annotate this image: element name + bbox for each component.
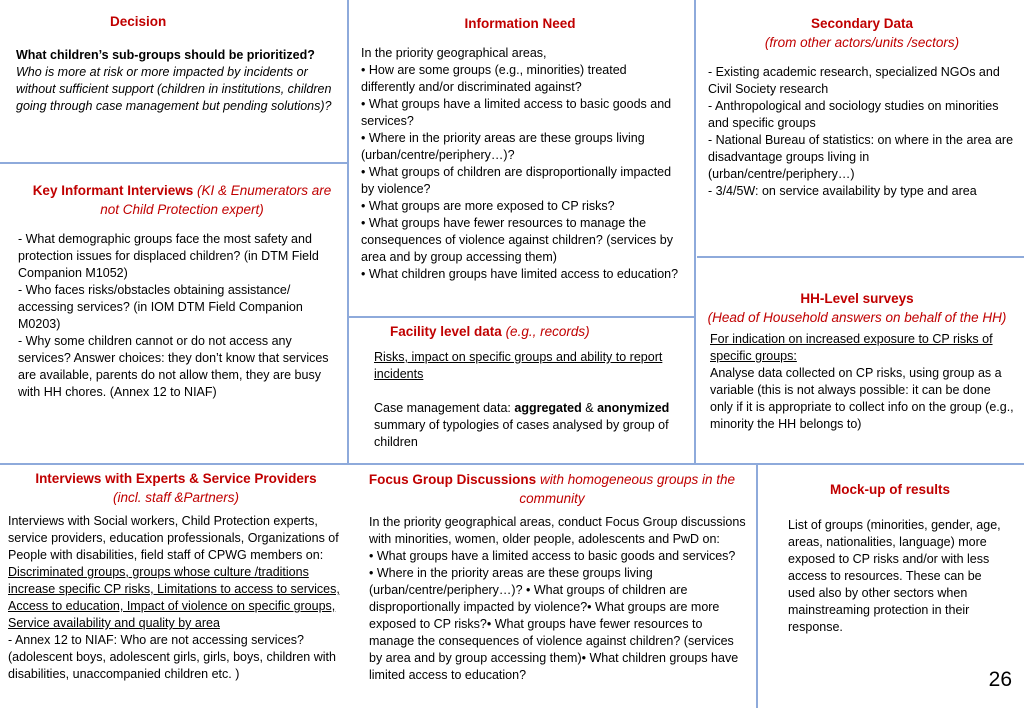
secondary-data-item: - National Bureau of statistics: on where in the area are disadvantage groups living in (urban/centre/periphery…)	[708, 133, 1014, 181]
info-need-item: • What groups have fewer resources to manage the consequences of violence against children? (services by area and by group accessing them)	[361, 216, 673, 264]
fgd-section	[354, 470, 750, 684]
decision-subtext: Who is more at risk or more impacted by incidents or without sufficient support (children in institutions, children going through case management but pending solutions)?	[16, 65, 332, 113]
secondary-data-item: - Existing academic research, specialized NGOs and Civil Society research	[708, 65, 1000, 96]
divider-h-left	[0, 162, 347, 164]
hh-survey-body: Analyse data collected on CP risks, using group as a variable (this is not always possible: it can be done only if it is appropriate to collect info on the group (e.g., minority the HH belongs to)	[710, 366, 1014, 431]
divider-v-bottom	[756, 463, 758, 708]
info-need-item: • What groups have a limited access to basic goods and services?	[361, 97, 672, 128]
info-need-heading: Information Need	[464, 16, 576, 31]
secondary-data-item: - 3/4/5W: on service availability by type and area	[708, 184, 977, 198]
experts-heading-note: (incl. staff &Partners)	[112, 490, 240, 505]
facility-case-management	[374, 400, 674, 451]
facility-heading-main: Facility level data	[390, 324, 502, 339]
kii-heading	[18, 181, 346, 219]
divider-v-mid	[694, 0, 696, 463]
divider-h-right	[697, 256, 1024, 258]
fgd-heading-note: with homogeneous groups in the community	[519, 472, 736, 506]
divider-h-main	[0, 463, 1024, 465]
experts-topics: Discriminated groups, groups whose culture /traditions increase specific CP risks, Limitations to access to services, Access to education, Impact of violence on specific groups, Service availability and quality by area	[8, 565, 340, 630]
secondary-data-section	[708, 14, 1016, 200]
secondary-data-item: - Anthropological and sociology studies on minorities and specific groups	[708, 99, 999, 130]
divider-v-left	[347, 0, 349, 463]
facility-risks-link: Risks, impact on specific groups and ability to report incidents	[374, 350, 663, 381]
experts-section	[8, 469, 344, 683]
info-need-section	[361, 14, 679, 283]
page-number: 26	[988, 668, 1012, 691]
facility-cm-suffix: summary of typologies of cases analysed by group of children	[374, 418, 669, 449]
facility-heading-note: (e.g., records)	[501, 324, 590, 339]
hh-survey-heading: HH-Level surveys	[800, 291, 914, 306]
mockup-section	[770, 480, 1010, 636]
experts-heading	[8, 469, 344, 507]
experts-intro: Interviews with Social workers, Child Protection experts, service providers, education professionals, Organizations of People with disabilities, field staff of CPWG members on:	[8, 514, 339, 562]
secondary-data-heading: Secondary Data	[810, 16, 914, 31]
fgd-body: In the priority geographical areas, conduct Focus Group discussions with minorities, women, older people, adolescents and PwD on: • What groups have a limited access to basic goods and services? • Where in the priority areas are these groups living (urban/centre/periphery…)? • What groups of children are disproportionally impacted by violence?• What groups are more exposed to CP risks?• What groups have fewer resources to manage the consequences of violence against children? (services by area and by group accessing them)• What children groups have limited access to education?	[369, 515, 746, 682]
mockup-body: List of groups (minorities, gender, age, areas, nationalities, language) more exposed to CP risks and/or with less access to resources. These can be used also by other sectors when mainstreaming protection in their response.	[788, 518, 1001, 634]
facility-cm-mid: &	[581, 401, 598, 415]
kii-section	[18, 181, 346, 401]
decision-question: What children’s sub-groups should be prioritized?	[16, 48, 315, 62]
kii-item: - What demographic groups face the most safety and protection issues for displaced children? (in DTM Field Companion M1052)	[18, 232, 319, 280]
facility-section	[374, 322, 674, 451]
mockup-heading: Mock-up of results	[829, 482, 950, 497]
info-need-item: • What groups are more exposed to CP risks?	[361, 199, 615, 213]
kii-item: - Who faces risks/obstacles obtaining assistance/ accessing services? (in IOM DTM Field Companion M0203)	[18, 283, 303, 331]
info-need-item: • What groups of children are disproportionally impacted by violence?	[361, 165, 672, 196]
experts-annex: - Annex 12 to NIAF: Who are not accessing services? (adolescent boys, adolescent girls, girls, boys, children with disabilities, unaccompanied children etc. )	[8, 633, 336, 681]
hh-survey-indication: For indication on increased exposure to CP risks of specific groups:	[710, 332, 993, 363]
facility-heading	[374, 322, 674, 341]
hh-survey-section	[698, 289, 1016, 433]
hh-survey-subheading: (Head of Household answers on behalf of the HH)	[707, 310, 1007, 325]
divider-h-mid	[347, 316, 695, 318]
facility-cm-aggregated: aggregated	[514, 401, 582, 415]
facility-cm-anonymized: anonymized	[597, 401, 670, 415]
experts-heading-main: Interviews with Experts & Service Providers	[35, 471, 317, 486]
secondary-data-subheading: (from other actors/units /sectors)	[764, 35, 960, 50]
kii-item: - Why some children cannot or do not access any services? Answer choices: they don’t know that services are available, parents do not allow them, they are busy with HH chores. (Annex 12 to NIAF)	[18, 334, 329, 399]
kii-heading-note: (KI & Enumerators are not Child Protection expert)	[100, 183, 332, 217]
fgd-heading-main: Focus Group Discussions	[368, 472, 537, 487]
facility-cm-prefix: Case management data:	[374, 401, 515, 415]
info-need-item: • How are some groups (e.g., minorities) treated differently and/or discriminated against?	[361, 63, 627, 94]
kii-heading-main: Key Informant Interviews	[32, 183, 194, 198]
info-need-intro: In the priority geographical areas,	[361, 46, 547, 60]
decision-section	[16, 12, 338, 115]
fgd-heading	[354, 470, 750, 508]
info-need-item: • What children groups have limited access to education?	[361, 267, 679, 281]
info-need-item: • Where in the priority areas are these groups living (urban/centre/periphery…)?	[361, 131, 645, 162]
decision-heading: Decision	[110, 14, 167, 29]
